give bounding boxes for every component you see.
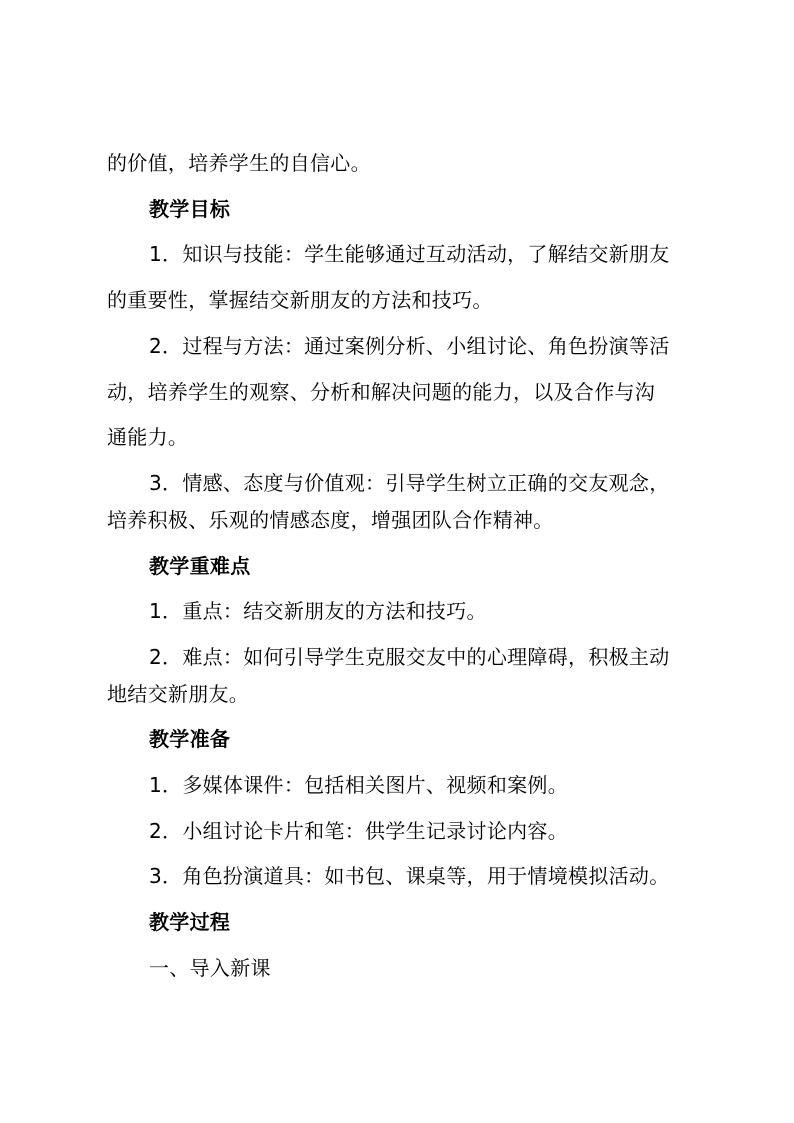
key-points-heading: 教学重难点 [149,554,251,578]
objective-3-line-2: 培养积极、乐观的情感态度，增强团队合作精神。 [107,508,554,532]
objective-2-line-2: 动，培养学生的观察、分析和解决问题的能力，以及合作与沟 [107,380,656,404]
key-point-2-line-1: 2．难点：如何引导学生克服交友中的心理障碍，积极主动 [149,645,670,669]
key-point-1: 1．重点：结交新朋友的方法和技巧。 [149,599,487,623]
process-step-1: 一、导入新课 [149,956,271,980]
intro-continuation-text: 的价值，培养学生的自信心。 [107,151,371,175]
preparation-heading: 教学准备 [149,727,231,751]
objective-3-line-1: 3．情感、态度与价值观：引导学生树立正确的交友观念， [149,471,670,495]
preparation-item-1: 1．多媒体课件：包括相关图片、视频和案例。 [149,773,569,797]
objectives-heading: 教学目标 [149,197,231,221]
objective-1-line-1: 1．知识与技能：学生能够通过互动活动，了解结交新朋友 [149,242,670,266]
preparation-item-2: 2．小组讨论卡片和笔：供学生记录讨论内容。 [149,819,569,843]
objective-2-line-1: 2．过程与方法：通过案例分析、小组讨论、角色扮演等活 [149,334,670,358]
objective-1-line-2: 的重要性，掌握结交新朋友的方法和技巧。 [107,288,493,312]
objective-2-line-3: 通能力。 [107,425,189,449]
process-heading: 教学过程 [149,910,231,934]
key-point-2-line-2: 地结交新朋友。 [107,682,250,706]
preparation-item-3: 3．角色扮演道具：如书包、课桌等，用于情境模拟活动。 [149,864,670,888]
